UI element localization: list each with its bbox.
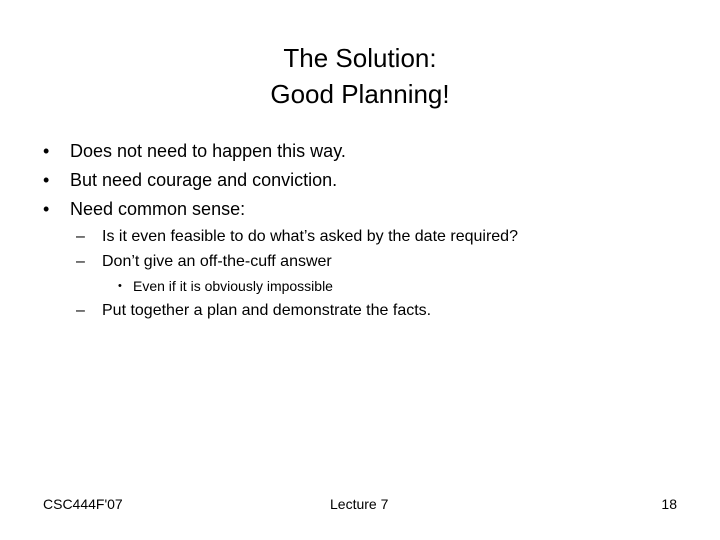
sub-bullet-text: Is it even feasible to do what’s asked by the date required? (102, 228, 518, 245)
sub-bullet-marker: – (76, 228, 85, 245)
sub-bullet-marker: – (76, 302, 85, 319)
bullet-marker: • (43, 170, 50, 190)
footer-lecture: Lecture 7 (330, 496, 389, 512)
footer-slide-number: 18 (661, 496, 677, 512)
sub-bullet-marker: – (76, 253, 85, 270)
sub-bullet-text: Don’t give an off-the-cuff answer (102, 253, 332, 270)
sub-bullet-text: Put together a plan and demonstrate the facts. (102, 302, 432, 319)
sub-sub-bullet-text: Even if it is obviously impossible (133, 278, 333, 294)
bullet-marker: • (43, 141, 50, 161)
sub-sub-bullet-marker: • (118, 280, 122, 292)
bullet-text: Does not need to happen this way. (70, 141, 346, 161)
bullet-text: But need courage and conviction. (70, 170, 338, 190)
slide-title (0, 40, 720, 112)
title-line-1: The Solution: (283, 43, 437, 73)
footer-course-code: CSC444F'07 (43, 496, 123, 512)
title-line-2: Good Planning! (270, 79, 450, 109)
bullet-marker: • (43, 199, 50, 219)
bullet-text: Need common sense: (70, 199, 246, 219)
